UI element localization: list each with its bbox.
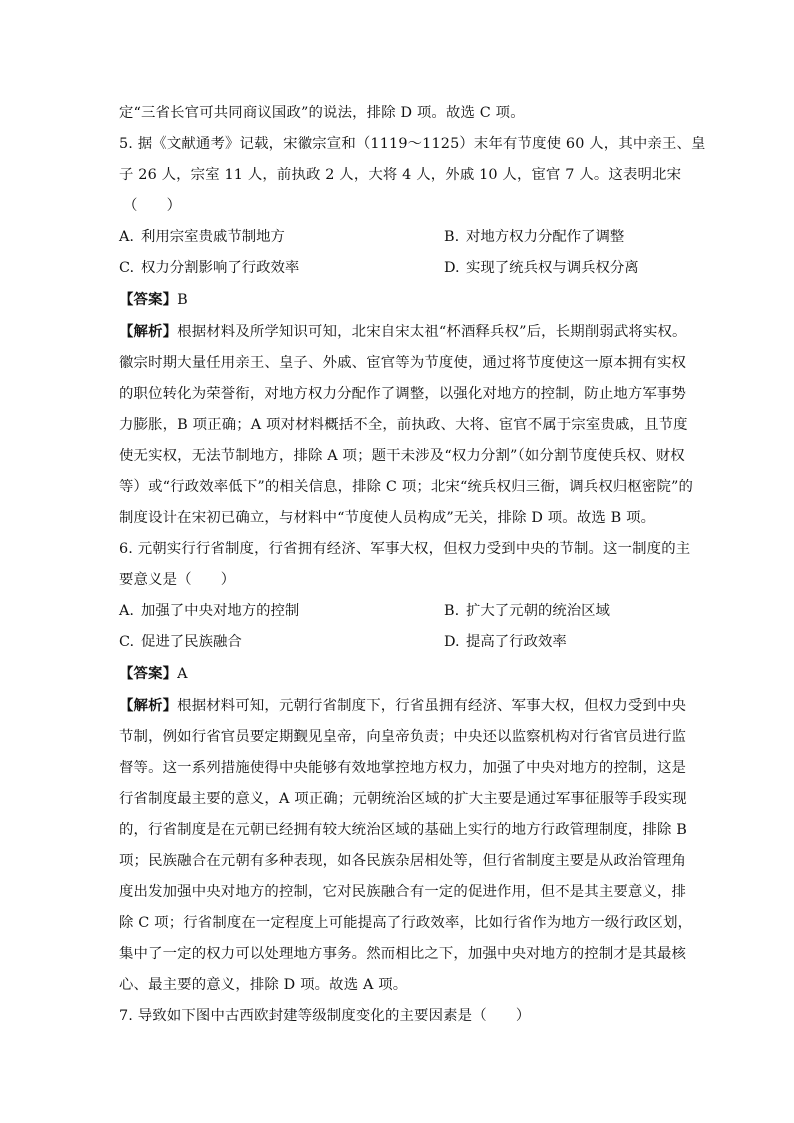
- q5-answer: [119, 284, 679, 316]
- q5-analysis-line: 制度设计在宋初已确立，与材料中“节度使人员构成”无关，排除 D 项。故选 B 项。: [119, 510, 656, 526]
- q6-answer: [119, 658, 679, 690]
- q6-option-a: [119, 596, 444, 627]
- answer-value: B: [177, 292, 188, 308]
- q6-analysis-line: 的，行省制度是在元朝已经拥有较大统治区域的基础上实行的地方行政管理制度，排除 B: [119, 822, 687, 838]
- analysis-text: 根据材料及所学知识可知，北宋自宋太祖“杯酒释兵权”后，长期削弱武将实权。: [177, 324, 687, 340]
- q6-options: [119, 596, 679, 658]
- q6-analysis-line: [119, 690, 687, 722]
- analysis-tag: 【解析】: [119, 697, 178, 714]
- q5-analysis-line: 力膨胀，B 项正确；A 项对材料概括不全，前执政、大将、宦官不属于宗室贵戚，且节度: [119, 417, 688, 433]
- q6-stem-line: 要意义是（ ）: [119, 572, 236, 588]
- q6-analysis-line: 除 C 项；行省制度在一定程度上可能提高了行政效率，比如行省作为地方一级行政区划，: [119, 915, 693, 931]
- q5-options: [119, 222, 679, 284]
- option-text: 加强了中央对地方的控制: [141, 603, 300, 619]
- q5-analysis-line: 使无实权，无法节制地方，排除 A 项；题干未涉及“权力分割”（如分割节度使兵权、财权: [119, 448, 685, 464]
- analysis-tag: 【解析】: [119, 323, 178, 340]
- page-content: [119, 98, 706, 1032]
- option-text: 扩大了元朝的统治区域: [466, 603, 610, 619]
- analysis-text: 根据材料可知，元朝行省制度下，行省虽拥有经济、军事大权，但权力受到中央: [177, 698, 687, 714]
- option-text: 对地方权力分配作了调整: [466, 229, 625, 245]
- option-text: 提高了行政效率: [466, 634, 567, 650]
- q6-analysis-line: 督等。这一系列措施使得中央能够有效地掌控地方权力，加强了中央对地方的控制，这是: [119, 760, 687, 776]
- option-letter: B.: [444, 229, 460, 245]
- option-letter: C.: [119, 634, 135, 650]
- q6-option-c: [119, 627, 444, 658]
- option-letter: B.: [444, 603, 460, 619]
- q5-stem-line: 子 26 人，宗室 11 人，前执政 2 人，大将 4 人，外戚 10 人，宦官 7 人。这表明北宋: [119, 167, 682, 183]
- q6-analysis-line: 度出发加强中央对地方的控制，它对民族融合有一定的促进作用，但不是其主要意义，排: [119, 884, 687, 900]
- option-letter: D.: [444, 260, 460, 276]
- q5-option-c: [119, 253, 444, 284]
- q7-stem-line: 7. 导致如下图中古西欧封建等级制度变化的主要因素是（ ）: [119, 1008, 531, 1024]
- question-6: [119, 534, 693, 1001]
- q5-analysis-line: 徽宗时期大量任用亲王、皇子、外戚、宦官等为节度使，通过将节度使这一原本拥有实权: [119, 355, 687, 371]
- q6-analysis-line: 心、最主要的意义，排除 D 项。故选 A 项。: [119, 977, 408, 993]
- option-letter: C.: [119, 260, 135, 276]
- q6-option-d: [444, 627, 679, 658]
- option-text: 利用宗室贵戚节制地方: [141, 229, 285, 245]
- answer-tag: 【答案】: [119, 291, 178, 308]
- option-letter: D.: [444, 634, 460, 650]
- question-5: [119, 129, 706, 534]
- q6-analysis-line: 项；民族融合在元朝有多种表现，如各民族杂居相处等，但行省制度主要是从政治管理角: [119, 853, 687, 869]
- q6-analysis-line: 节制，例如行省官员要定期觐见皇帝，向皇帝负责；中央还以监察机构对行省官员进行监: [119, 729, 687, 745]
- q6-analysis-line: 集中了一定的权力可以处理地方事务。然而相比之下，加强中央对地方的控制才是其最核: [119, 946, 687, 962]
- answer-tag: 【答案】: [119, 665, 178, 682]
- q5-stem-line: 5. 据《文献通考》记载，宋徽宗宣和（1119～1125）末年有节度使 60 人，其中亲王、皇: [119, 136, 706, 152]
- q6-option-b: [444, 596, 679, 627]
- q5-option-d: [444, 253, 679, 284]
- q5-analysis-line: 等）或“行政效率低下”的相关信息，排除 C 项；北宋“统兵权归三衙，调兵权归枢密院”的: [119, 479, 694, 495]
- question-7: [119, 1001, 679, 1032]
- q5-option-a: [119, 222, 444, 253]
- q5-analysis-line: [119, 316, 687, 348]
- q5-answer-blank: （ ）: [123, 198, 182, 214]
- prev-analysis-line: 定“三省长官可共同商议国政”的说法，排除 D 项。故选 C 项。: [119, 105, 525, 121]
- option-text: 权力分割影响了行政效率: [141, 260, 300, 276]
- q6-analysis-line: 行省制度最主要的意义，A 项正确；元朝统治区域的扩大主要是通过军事征服等手段实现: [119, 791, 687, 807]
- answer-value: A: [177, 666, 188, 682]
- q6-stem-line: 6. 元朝实行行省制度，行省拥有经济、军事大权，但权力受到中央的节制。这一制度的主: [119, 541, 691, 557]
- option-text: 促进了民族融合: [141, 634, 242, 650]
- q5-option-b: [444, 222, 679, 253]
- option-letter: A.: [119, 229, 134, 245]
- option-letter: A.: [119, 603, 134, 619]
- option-text: 实现了统兵权与调兵权分离: [466, 260, 639, 276]
- q5-analysis-line: 的职位转化为荣誉衔，对地方权力分配作了调整，以强化对地方的控制，防止地方军事势: [119, 386, 687, 402]
